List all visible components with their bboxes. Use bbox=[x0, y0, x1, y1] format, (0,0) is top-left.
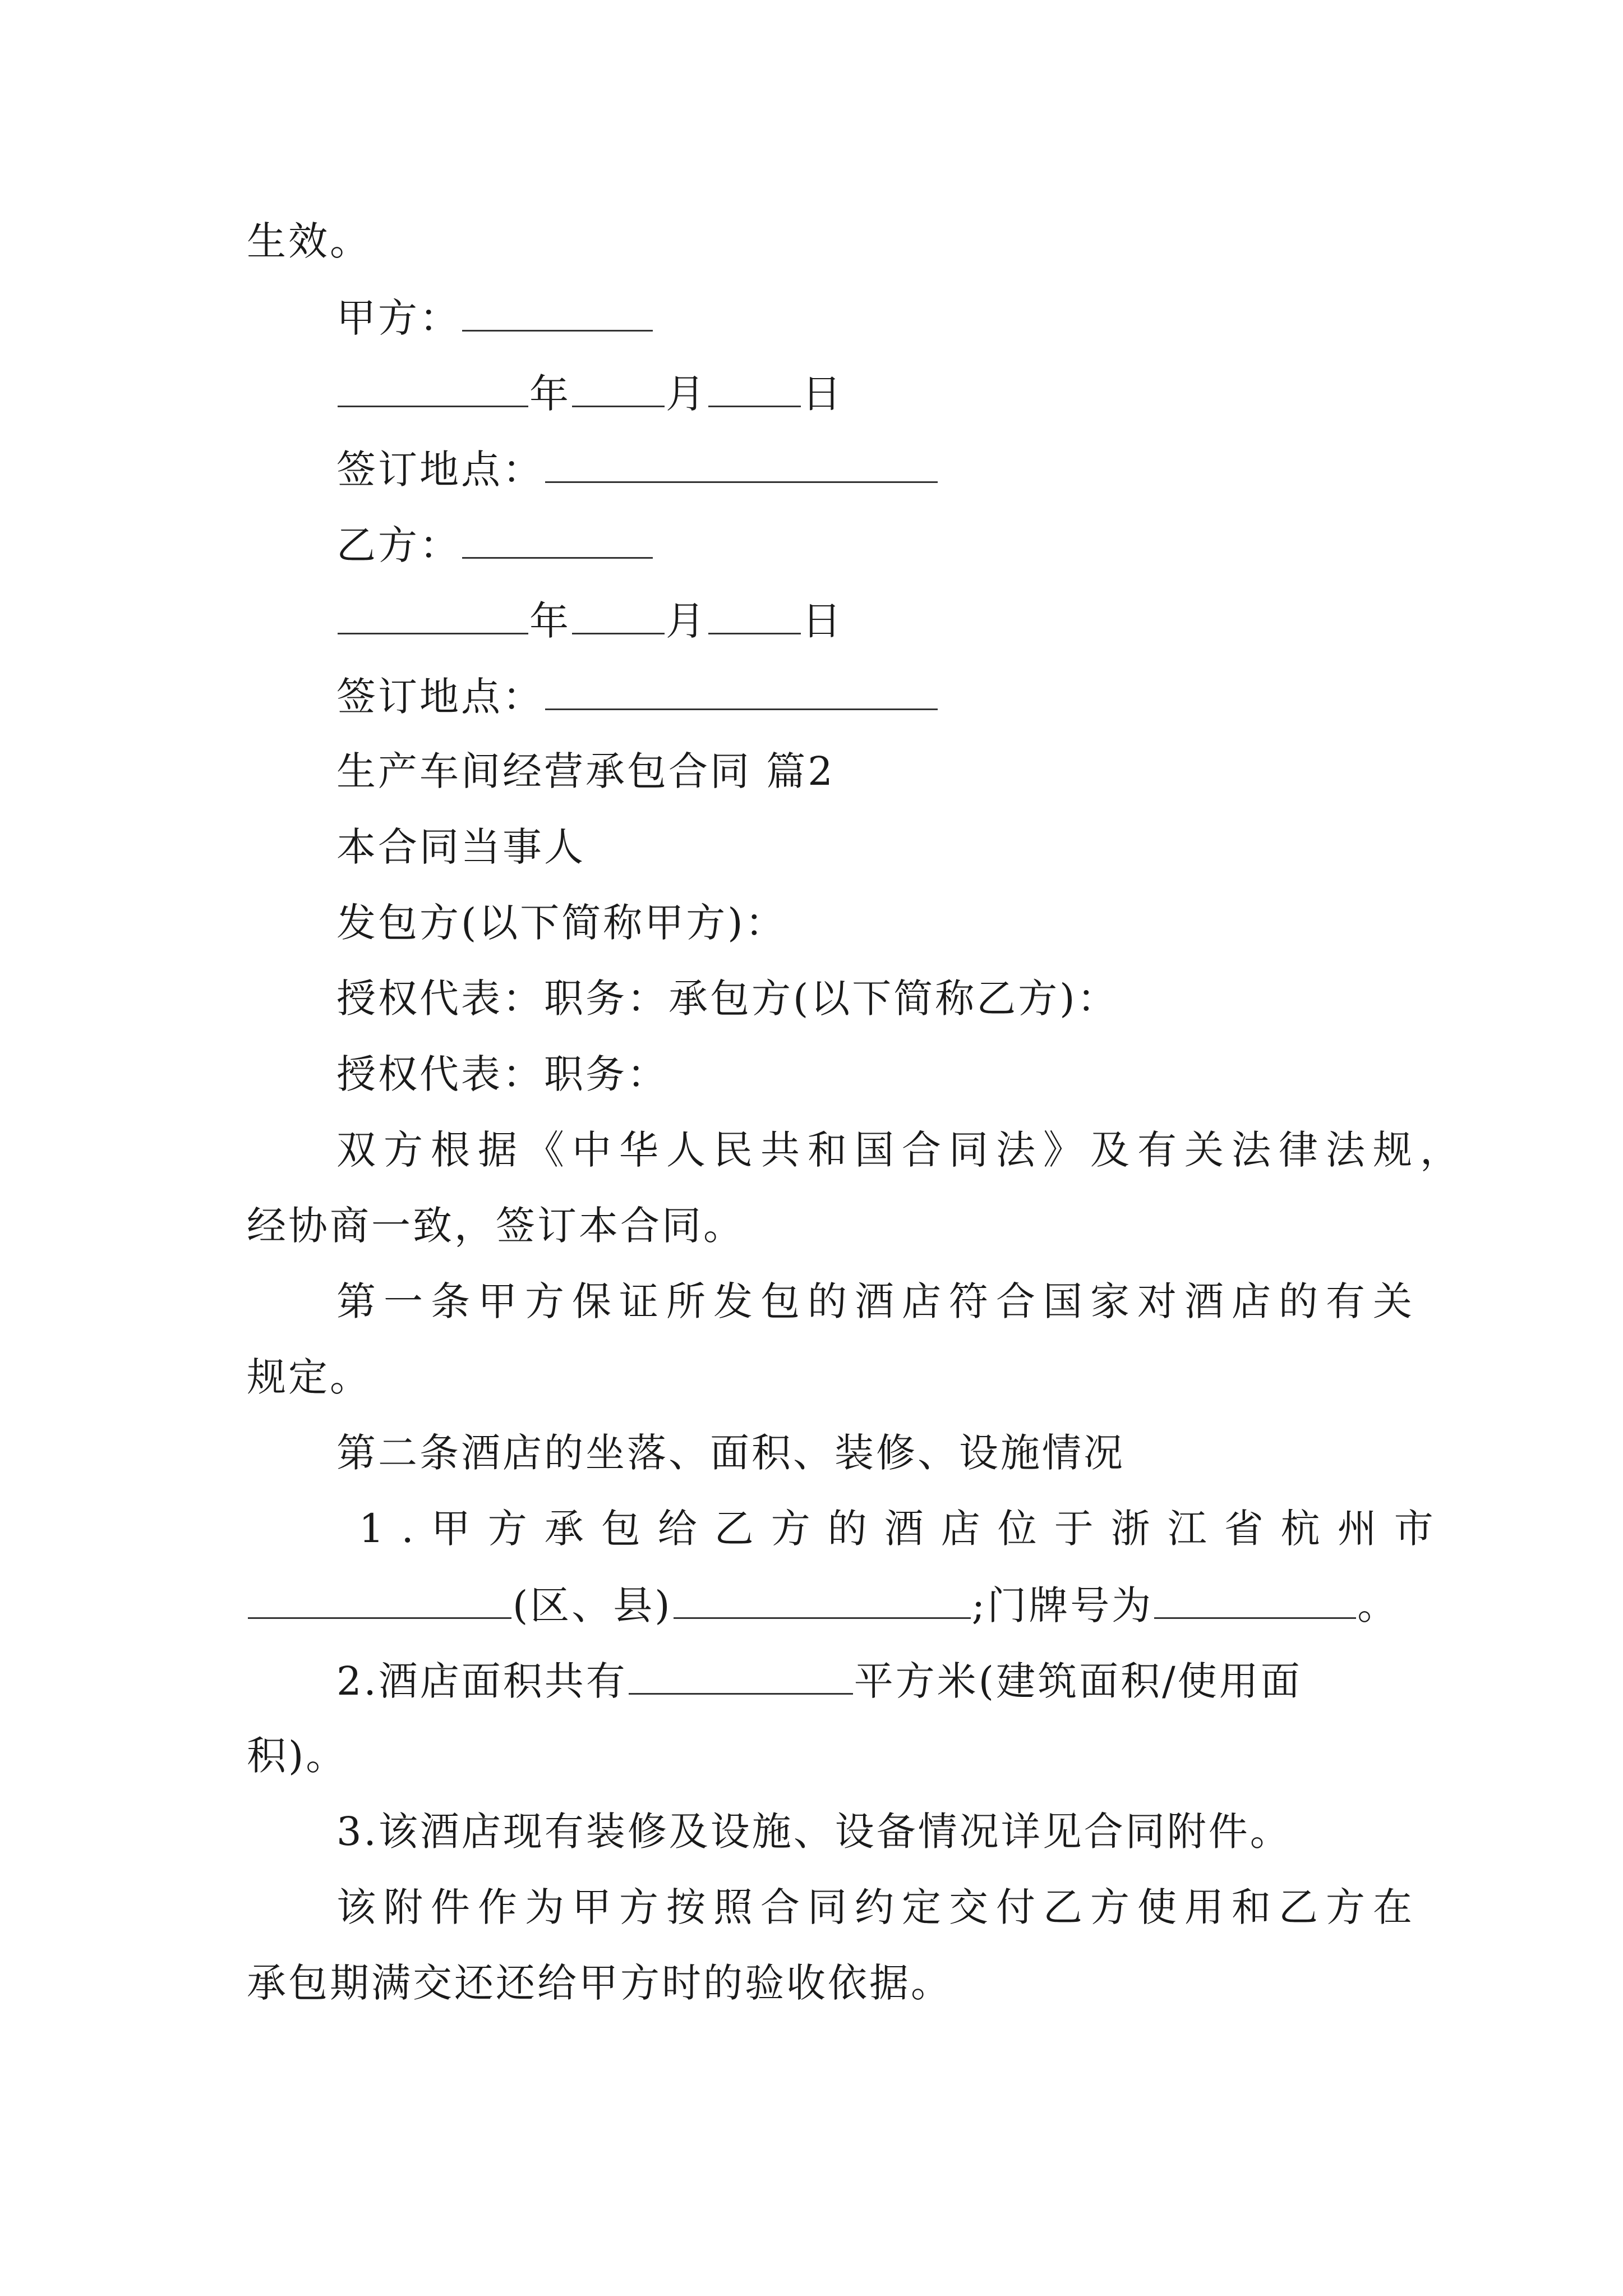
text-line: 积)。 bbox=[247, 1733, 348, 1779]
year-blank bbox=[338, 600, 528, 634]
text-line: 该附件作为甲方按照合同约定交付乙方使用和乙方在 bbox=[336, 1884, 1420, 1930]
day-blank bbox=[708, 600, 801, 634]
text-line: 经协商一致，签订本合同。 bbox=[247, 1203, 745, 1249]
party-b-label: 乙方： bbox=[336, 522, 461, 568]
party-a-line bbox=[336, 295, 654, 341]
text-line: 发包方(以下简称甲方)： bbox=[336, 900, 787, 946]
party-b-line bbox=[336, 522, 654, 568]
day-label: 日 bbox=[802, 598, 843, 644]
date-line-b bbox=[336, 598, 843, 644]
text-line: 1.甲方承包给乙方的酒店位于浙江省杭州市 bbox=[359, 1506, 1451, 1552]
district-label: (区、县) bbox=[513, 1582, 672, 1628]
text-line: 承包期满交还还给甲方时的验收依据。 bbox=[247, 1960, 952, 2006]
day-label: 日 bbox=[802, 371, 843, 417]
signing-place-label: 签订地点： bbox=[336, 674, 544, 720]
date-line-a bbox=[336, 371, 843, 417]
month-blank bbox=[572, 600, 665, 634]
signing-place-line-a bbox=[336, 447, 939, 493]
party-b-blank bbox=[462, 524, 653, 559]
area-blank bbox=[629, 1660, 853, 1695]
area-unit-label: 平方米(建筑面积/使用面 bbox=[854, 1658, 1302, 1704]
text-line: 生效。 bbox=[247, 218, 371, 264]
text-line: 授权代表：职务：承包方(以下简称乙方)： bbox=[336, 976, 1119, 1022]
signing-place-blank bbox=[545, 676, 938, 710]
door-number-blank bbox=[1154, 1585, 1356, 1619]
text-line: 3.该酒店现有装修及设施、设备情况详见合同附件。 bbox=[336, 1809, 1292, 1855]
text-line: 双方根据《中华人民共和国合同法》及有关法律法规， bbox=[336, 1127, 1467, 1173]
text-line: 规定。 bbox=[247, 1354, 371, 1400]
area-line bbox=[336, 1658, 1302, 1704]
section-title: 生产车间经营承包合同 篇2 bbox=[336, 748, 835, 794]
city-blank bbox=[248, 1585, 511, 1619]
party-a-label: 甲方： bbox=[336, 295, 461, 341]
area-label: 2.酒店面积共有 bbox=[336, 1658, 628, 1704]
district-blank bbox=[674, 1585, 971, 1619]
text-line: 第一条甲方保证所发包的酒店符合国家对酒店的有关 bbox=[336, 1278, 1420, 1324]
address-line bbox=[247, 1582, 1399, 1628]
year-label: 年 bbox=[529, 371, 571, 417]
year-blank bbox=[338, 373, 528, 407]
signing-place-label: 签订地点： bbox=[336, 447, 544, 493]
month-blank bbox=[572, 373, 665, 407]
day-blank bbox=[708, 373, 801, 407]
text-line: 本合同当事人 bbox=[336, 824, 585, 870]
signing-place-blank bbox=[545, 449, 938, 483]
party-a-blank bbox=[462, 297, 653, 332]
door-number-label: ;门牌号为 bbox=[971, 1582, 1154, 1628]
signing-place-line-b bbox=[336, 674, 939, 720]
period: 。 bbox=[1357, 1582, 1399, 1628]
month-label: 月 bbox=[666, 371, 707, 417]
text-line: 第二条酒店的坐落、面积、装修、设施情况 bbox=[336, 1430, 1125, 1476]
text-line: 授权代表：职务： bbox=[336, 1051, 668, 1097]
year-label: 年 bbox=[529, 598, 571, 644]
month-label: 月 bbox=[666, 598, 707, 644]
